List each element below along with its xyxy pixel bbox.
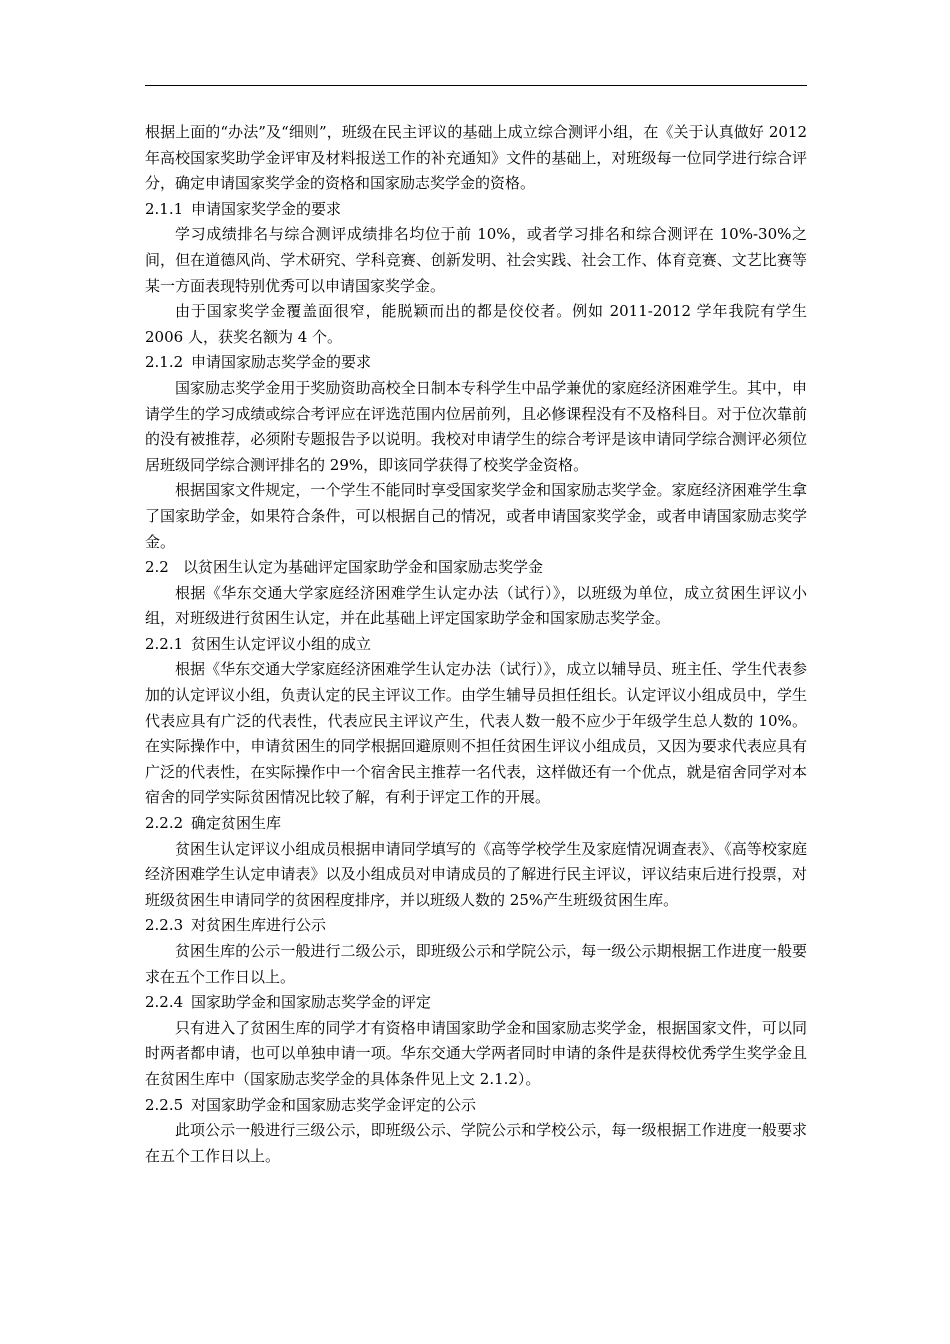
section-number: 2.1.1 (145, 199, 184, 218)
body-paragraph: 此项公示一般进行三级公示，即班级公示、学院公示和学校公示，每一级根据工作进度一般要求在五个工作日以上。 (145, 1121, 807, 1165)
section-title: 确定贫困生库 (191, 814, 282, 833)
section-heading (145, 1093, 807, 1119)
section-title: 申请国家励志奖学金的要求 (191, 353, 372, 372)
section-title: 贫困生认定评议小组的成立 (191, 634, 372, 653)
body-paragraph: 根据《华东交通大学家庭经济困难学生认定办法（试行）》，成立以辅导员、班主任、学生代表参加的认定评议小组，负责认定的民主评议工作。由学生辅导员担任组长。认定评议小组成员中，学生代表应具有广泛的代表性，代表应民主评议产生，代表人数一般不应少于年级学生总人数的 10%。在实际操作中，申请贫困生的同学根据回避原则不担任贫困生评议小组成员，又因为要求代表应具有广泛的代表性，在实际操作中一个宿舍民主推荐一名代表，这样做还有一个优点，就是宿舍同学对本宿舍的同学实际贫困情况比较了解，有利于评定工作的开展。 (145, 660, 807, 807)
body-paragraph: 由于国家奖学金覆盖面很窄，能脱颖而出的都是佼佼者。例如 2011-2012 学年我院有学生 2006 人，获奖名额为 4 个。 (145, 302, 807, 346)
section-number: 2.2.3 (145, 916, 184, 935)
section-number: 2.2 (145, 558, 169, 577)
section-title: 以贫困生认定为基础评定国家助学金和国家励志奖学金 (183, 558, 544, 577)
section-title: 申请国家奖学金的要求 (191, 199, 342, 218)
body-paragraph: 国家励志奖学金用于奖励资助高校全日制本专科学生中品学兼优的家庭经济困难学生。其中，申请学生的学习成绩或综合考评应在评选范围内位居前列，且必修课程没有不及格科目。对于位次靠前的没有被推荐，必须附专题报告予以说明。我校对申请学生的综合考评是该申请同学综合测评必须位居班级同学综合测评排名的 29%，即该同学获得了校奖学金资格。 (145, 378, 807, 474)
body-paragraph: 只有进入了贫困生库的同学才有资格申请国家助学金和国家励志奖学金，根据国家文件，可以同时两者都申请，也可以单独申请一项。华东交通大学两者同时申请的条件是获得校优秀学生奖学金且在贫困生库中（国家励志奖学金的具体条件见上文 2.1.2）。 (145, 1018, 807, 1088)
header-rule (145, 85, 807, 86)
body-paragraph: 贫困生认定评议小组成员根据申请同学填写的《高等学校学生及家庭情况调查表》、《高等校家庭经济困难学生认定申请表》以及小组成员对申请成员的了解进行民主评议，评议结束后进行投票，对班级贫困生申请同学的贫困程度排序，并以班级人数的 25%产生班级贫困生库。 (145, 839, 807, 909)
body-paragraph: 根据上面的“办法”及“细则”，班级在民主评议的基础上成立综合测评小组，在《关于认真做好 2012 年高校国家奖助学金评审及材料报送工作的补充通知》文件的基础上，对班级每一位同学进行综合评分，确定申请国家奖学金的资格和国家励志奖学金的资格。 (145, 123, 807, 193)
section-title: 对国家助学金和国家励志奖学金评定的公示 (191, 1095, 477, 1114)
document-body (145, 120, 807, 1169)
section-heading (145, 350, 807, 376)
section-heading (145, 913, 807, 939)
body-paragraph: 根据国家文件规定，一个学生不能同时享受国家奖学金和国家励志奖学金。家庭经济困难学生拿了国家助学金，如果符合条件，可以根据自己的情况，或者申请国家奖学金，或者申请国家励志奖学金。 (145, 481, 807, 551)
body-paragraph: 学习成绩排名与综合测评成绩排名均位于前 10%，或者学习排名和综合测评在 10%-30%之间，但在道德风尚、学术研究、学科竞赛、创新发明、社会实践、社会工作、体育竞赛、文艺比赛等某一方面表现特别优秀可以申请国家奖学金。 (145, 225, 807, 295)
section-heading (145, 632, 807, 658)
section-number: 2.1.2 (145, 353, 184, 372)
section-number: 2.2.4 (145, 993, 184, 1012)
section-title: 对贫困生库进行公示 (191, 916, 327, 935)
body-paragraph: 贫困生库的公示一般进行二级公示，即班级公示和学院公示，每一级公示期根据工作进度一般要求在五个工作日以上。 (145, 942, 807, 986)
section-heading (145, 555, 807, 581)
section-heading (145, 811, 807, 837)
section-title: 国家助学金和国家励志奖学金的评定 (191, 993, 432, 1012)
section-number: 2.2.2 (145, 814, 184, 833)
section-number: 2.2.1 (145, 634, 184, 653)
body-paragraph: 根据《华东交通大学家庭经济困难学生认定办法（试行）》，以班级为单位，成立贫困生评议小组，对班级进行贫困生认定，并在此基础上评定国家助学金和国家励志奖学金。 (145, 583, 807, 628)
section-number: 2.2.5 (145, 1095, 184, 1114)
section-heading (145, 197, 807, 223)
section-heading (145, 990, 807, 1016)
